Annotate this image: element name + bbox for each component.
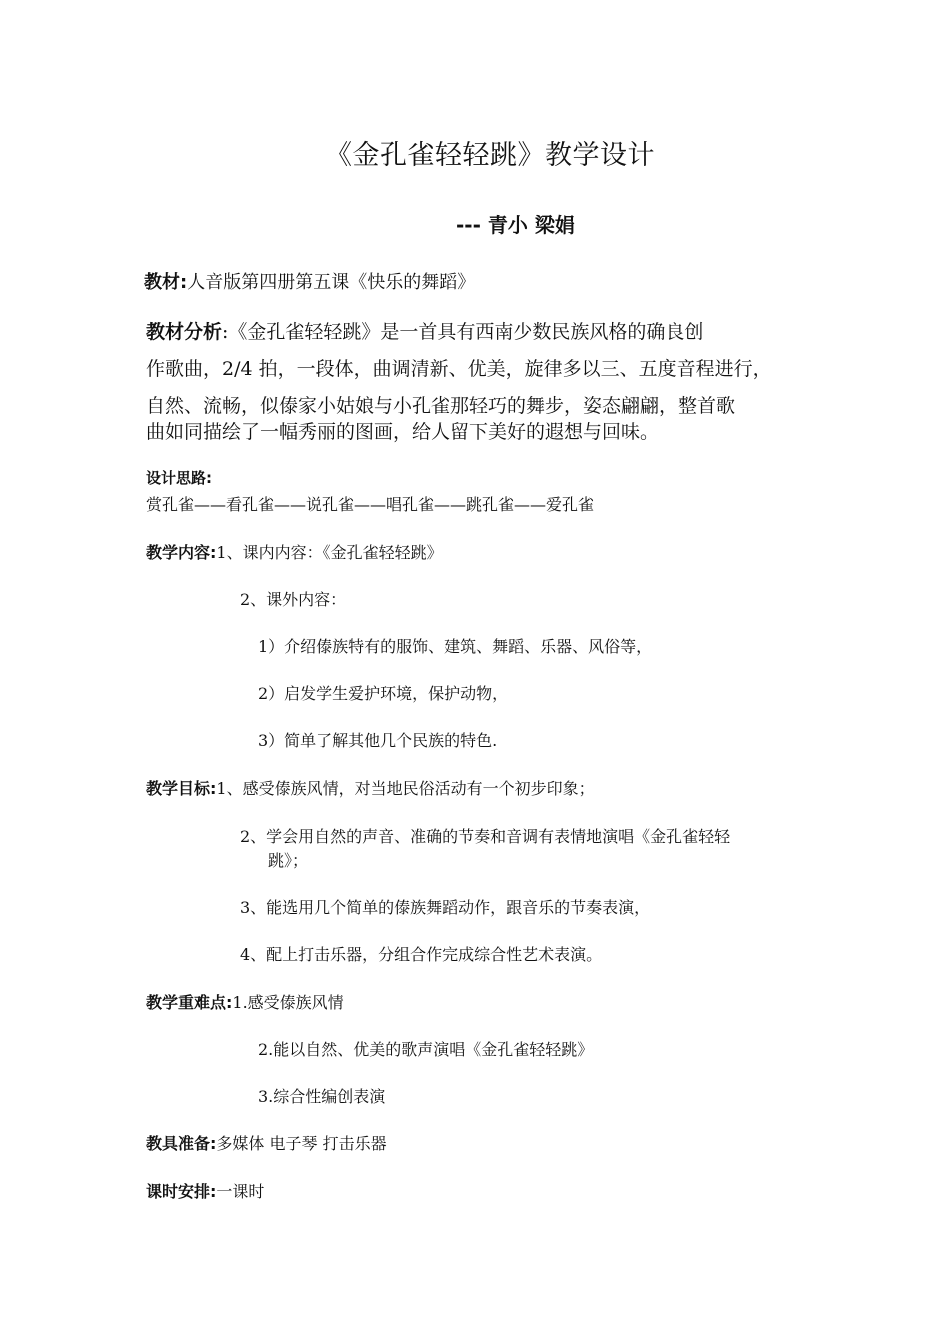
- keypoints-item-2: 2.能以自然、优美的歌声演唱《金孔雀轻轻跳》: [258, 1040, 594, 1059]
- tools-text: 多媒体 电子琴 打击乐器: [216, 1134, 387, 1153]
- schedule-line: [146, 1179, 264, 1202]
- keypoints-label: 教学重难点:: [146, 993, 233, 1012]
- goals-item-4: 4、配上打击乐器，分组合作完成综合性艺术表演。: [240, 945, 603, 964]
- goals-line-1: [146, 776, 595, 799]
- document-title: 《金孔雀轻轻跳》教学设计: [325, 140, 655, 171]
- analysis-line-1: [146, 317, 703, 344]
- goals-label: 教学目标:: [146, 779, 217, 798]
- schedule-label: 课时安排:: [146, 1182, 217, 1201]
- content-item-1: 1、课内内容：《金孔雀轻轻跳》: [216, 543, 443, 562]
- keypoints-item-1: 1.感受傣族风情: [232, 993, 344, 1012]
- document-author: --- 青小 梁娟: [456, 213, 575, 237]
- goals-item-3: 3、能选用几个简单的傣族舞蹈动作，跟音乐的节奏表演，: [240, 898, 651, 917]
- analysis-text-1: :《金孔雀轻轻跳》是一首具有西南少数民族风格的确良创: [222, 321, 704, 343]
- content-item-2: 2、课外内容：: [240, 590, 347, 609]
- design-idea-text: 赏孔雀——看孔雀——说孔雀——唱孔雀——跳孔雀——爱孔雀: [146, 495, 595, 514]
- material-line: [144, 268, 475, 294]
- material-label: 教材:: [144, 272, 188, 293]
- analysis-line-4: 曲如同描绘了一幅秀丽的图画，给人留下美好的遐想与回味。: [146, 421, 660, 443]
- schedule-text: 一课时: [216, 1182, 265, 1201]
- tools-line: [146, 1131, 387, 1154]
- keypoints-line-1: [146, 990, 344, 1013]
- material-text: 人音版第四册第五课《快乐的舞蹈》: [187, 272, 476, 293]
- goals-item-2-cont: 跳》；: [268, 851, 309, 870]
- analysis-line-2: 作歌曲，2/4 拍，一段体，曲调清新、优美，旋律多以三、五度音程进行，: [146, 358, 772, 380]
- content-item-4: 2）启发学生爱护环境，保护动物，: [258, 684, 509, 703]
- keypoints-item-3: 3.综合性编创表演: [258, 1087, 386, 1106]
- goals-item-1: 1、感受傣族风情，对当地民俗活动有一个初步印象；: [216, 779, 595, 798]
- content-item-5: 3）简单了解其他几个民族的特色.: [258, 731, 498, 750]
- content-label: 教学内容:: [146, 543, 217, 562]
- design-idea-label: 设计思路:: [146, 469, 212, 487]
- tools-label: 教具准备:: [146, 1134, 217, 1153]
- analysis-label: 教材分析: [146, 321, 223, 343]
- content-line-1: [146, 540, 443, 563]
- goals-item-2: 2、学会用自然的声音、准确的节奏和音调有表情地演唱《金孔雀轻轻: [240, 827, 731, 846]
- analysis-line-3: 自然、流畅，似傣家小姑娘与小孔雀那轻巧的舞步，姿态翩翩，整首歌: [146, 395, 736, 417]
- content-item-3: 1）介绍傣族特有的服饰、建筑、舞蹈、乐器、风俗等，: [258, 637, 653, 656]
